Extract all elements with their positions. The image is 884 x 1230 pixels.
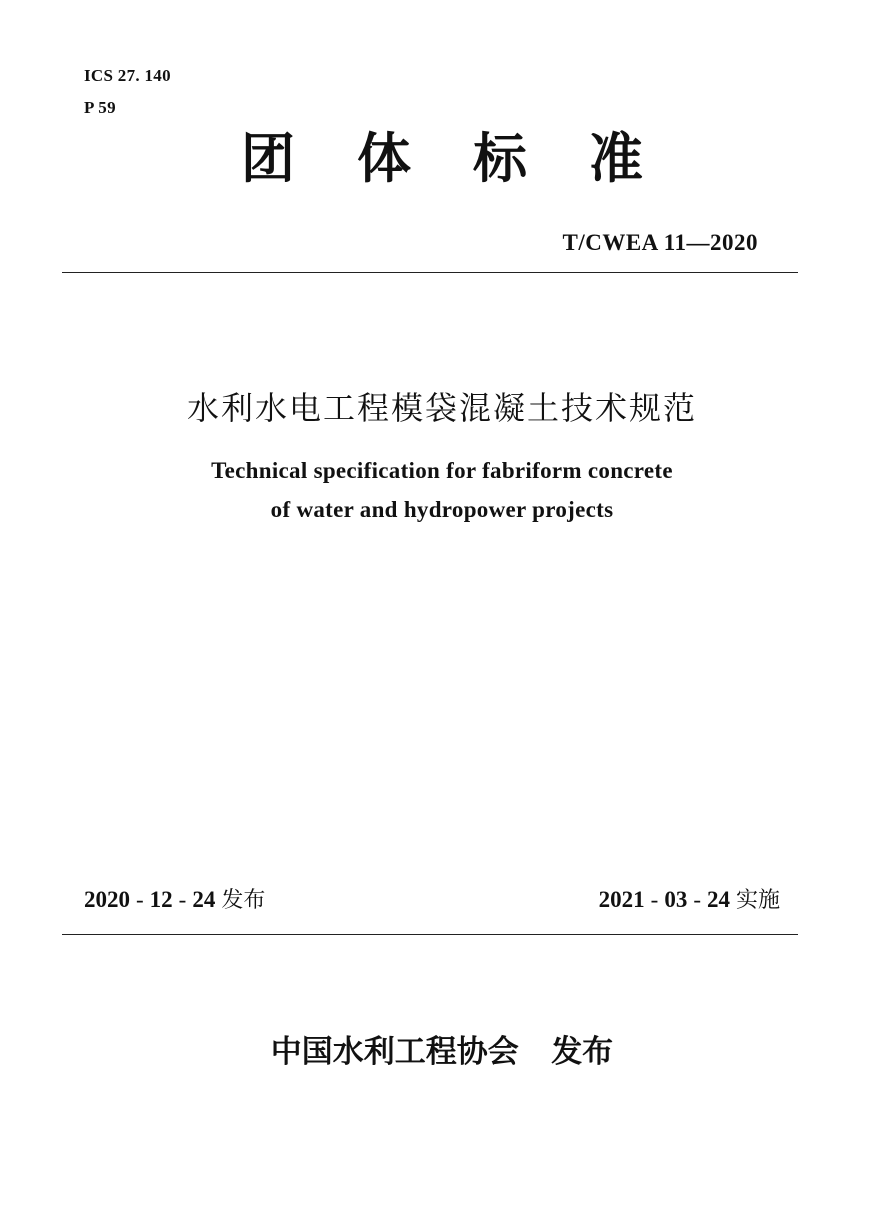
ics-code: ICS 27. 140 (84, 66, 171, 85)
issue-year: 2020 (84, 887, 130, 912)
implementation-date (599, 884, 780, 917)
implement-label: 实施 (735, 888, 780, 913)
title-english-line2: of water and hydropower projects (270, 497, 614, 522)
date-separator: - (650, 887, 659, 912)
date-separator: - (136, 887, 144, 912)
title-chinese: 水利水电工程模袋混凝土技术规范 (186, 389, 697, 427)
top-divider (62, 272, 798, 273)
issue-date (84, 884, 265, 917)
publisher-name: 中国水利工程协会 (270, 1034, 519, 1070)
date-separator: - (693, 887, 701, 912)
date-separator: - (178, 887, 187, 912)
standard-number: T/CWEA 11—2020 (562, 230, 758, 255)
issue-day: 24 (192, 887, 216, 912)
implement-year: 2021 (598, 887, 645, 912)
publisher-line (0, 1030, 884, 1074)
ccs-code: P 59 (84, 98, 116, 117)
bottom-divider (62, 934, 798, 935)
publish-label: 发布 (551, 1034, 614, 1070)
issue-label: 发布 (221, 888, 266, 913)
title-english-line1: Technical specification for fabriform concrete (211, 458, 673, 483)
implement-month: 03 (664, 887, 688, 912)
issue-month: 12 (149, 887, 173, 912)
standard-type-heading: 团体标准 (241, 127, 705, 190)
implement-day: 24 (706, 887, 730, 912)
